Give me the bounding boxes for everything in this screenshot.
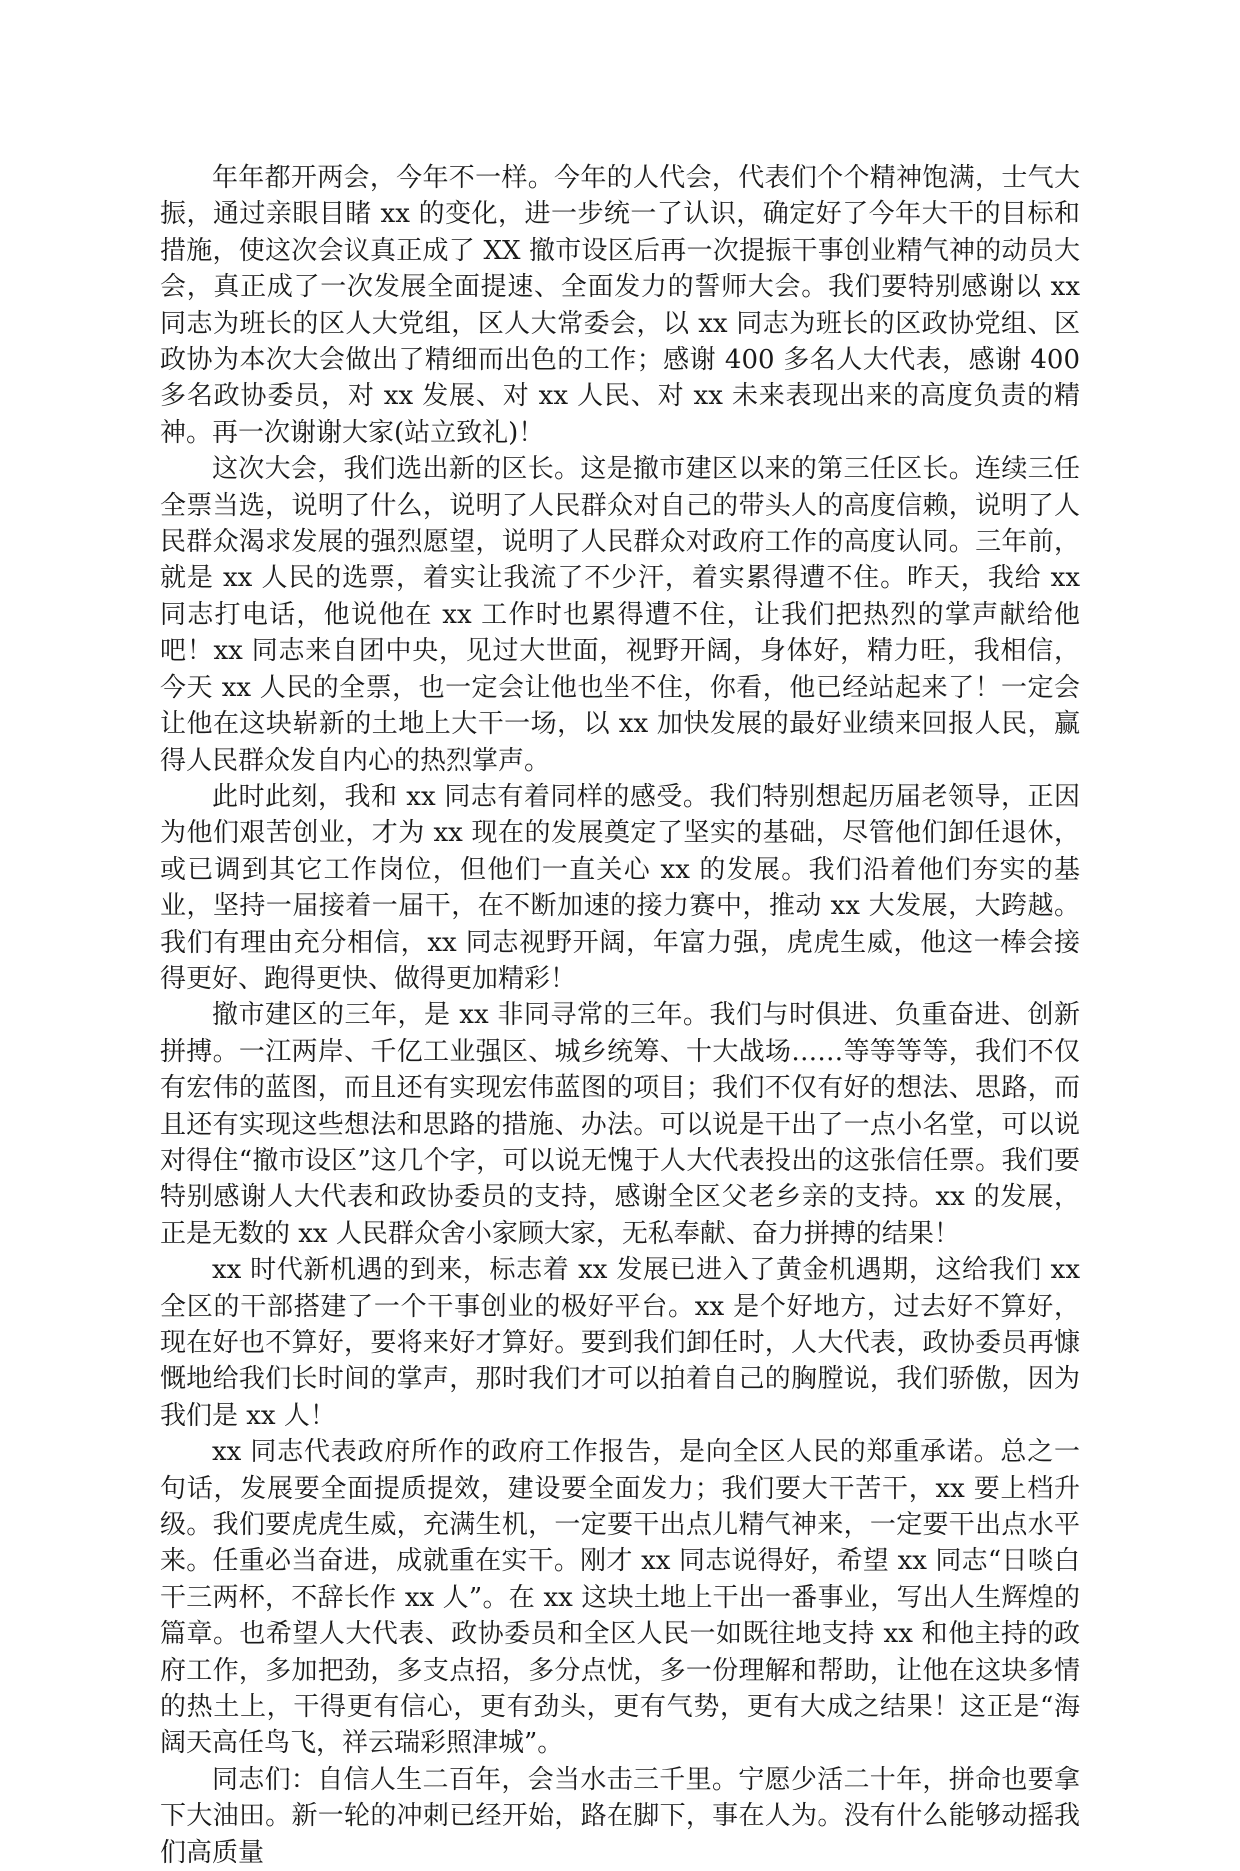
- paragraph-5: xx 时代新机遇的到来，标志着 xx 发展已进入了黄金机遇期，这给我们 xx 全区的干部搭建了一个干事创业的极好平台。xx 是个好地方，过去好不算好，现在好也不算好，要将来好才算好。要到我们卸任时，人大代表，政协委员再慷慨地给我们长时间的掌声，那时我们才可以拍着自己的胸膛说，我们骄傲，因为我们是 xx 人！: [160, 1255, 1080, 1431]
- paragraph-6: xx 同志代表政府所作的政府工作报告，是向全区人民的郑重承诺。总之一句话，发展要全面提质提效，建设要全面发力；我们要大干苦干，xx 要上档升级。我们要虎虎生威，充满生机，一定要干出点儿精气神来，一定要干出点水平来。任重必当奋进，成就重在实干。刚才 xx 同志说得好，希望 xx 同志“日啖白干三两杯，不辞长作 xx 人”。在 xx 这块土地上干出一番事业，写出人生辉煌的篇章。也希望人大代表、政协委员和全区人民一如既往地支持 xx 和他主持的政府工作，多加把劲，多支点招，多分点忧，多一份理解和帮助，让他在这块多情的热土上，干得更有信心，更有劲头，更有气势，更有大成之结果！这正是“海阔天高任鸟飞，祥云瑞彩照津城”。: [160, 1437, 1080, 1759]
- paragraph-2: 这次大会，我们选出新的区长。这是撤市建区以来的第三任区长。连续三任全票当选，说明了什么，说明了人民群众对自己的带头人的高度信赖，说明了人民群众渴求发展的强烈愿望，说明了人民群众对政府工作的高度认同。三年前，就是 xx 人民的选票，着实让我流了不少汗，着实累得遭不住。昨天，我给 xx 同志打电话，他说他在 xx 工作时也累得遭不住，让我们把热烈的掌声献给他吧！xx 同志来自团中央，见过大世面，视野开阔，身体好，精力旺，我相信，今天 xx 人民的全票，也一定会让他也坐不住，你看，他已经站起来了！一定会让他在这块崭新的土地上大干一场，以 xx 加快发展的最好业绩来回报人民，赢得人民群众发自内心的热烈掌声。: [160, 454, 1080, 776]
- paragraph-4: 撤市建区的三年，是 xx 非同寻常的三年。我们与时俱进、负重奋进、创新拼搏。一江两岸、千亿工业强区、城乡统筹、十大战场……等等等等，我们不仅有宏伟的蓝图，而且还有实现宏伟蓝图的项目；我们不仅有好的想法、思路，而且还有实现这些想法和思路的措施、办法。可以说是干出了一点小名堂，可以说对得住“撤市设区”这几个字，可以说无愧于人大代表投出的这张信任票。我们要特别感谢人大代表和政协委员的支持，感谢全区父老乡亲的支持。xx 的发展，正是无数的 xx 人民群众舍小家顾大家，无私奉献、奋力拼搏的结果！: [160, 1000, 1080, 1249]
- document-body: [160, 160, 1080, 1871]
- paragraph-7: 同志们：自信人生二百年，会当水击三千里。宁愿少活二十年，拼命也要拿下大油田。新一轮的冲刺已经开始，路在脚下，事在人为。没有什么能够动摇我们高质量: [160, 1764, 1080, 1868]
- paragraph-3: 此时此刻，我和 xx 同志有着同样的感受。我们特别想起历届老领导，正因为他们艰苦创业，才为 xx 现在的发展奠定了坚实的基础，尽管他们卸任退休，或已调到其它工作岗位，但他们一直关心 xx 的发展。我们沿着他们夯实的基业，坚持一届接着一届干，在不断加速的接力赛中，推动 xx 大发展，大跨越。我们有理由充分相信，xx 同志视野开阔，年富力强，虎虎生威，他这一棒会接得更好、跑得更快、做得更加精彩！: [160, 781, 1080, 994]
- paragraph-1: 年年都开两会，今年不一样。今年的人代会，代表们个个精神饱满，士气大振，通过亲眼目睹 xx 的变化，进一步统一了认识，确定好了今年大干的目标和措施，使这次会议真正成了 XX 撤市设区后再一次提振干事创业精气神的动员大会，真正成了一次发展全面提速、全面发力的誓师大会。我们要特别感谢以 xx 同志为班长的区人大党组，区人大常委会，以 xx 同志为班长的区政协党组、区政协为本次大会做出了精细而出色的工作；感谢 400 多名人大代表，感谢 400 多名政协委员，对 xx 发展、对 xx 人民、对 xx 未来表现出来的高度负责的精神。再一次谢谢大家(站立致礼)！: [160, 163, 1080, 448]
